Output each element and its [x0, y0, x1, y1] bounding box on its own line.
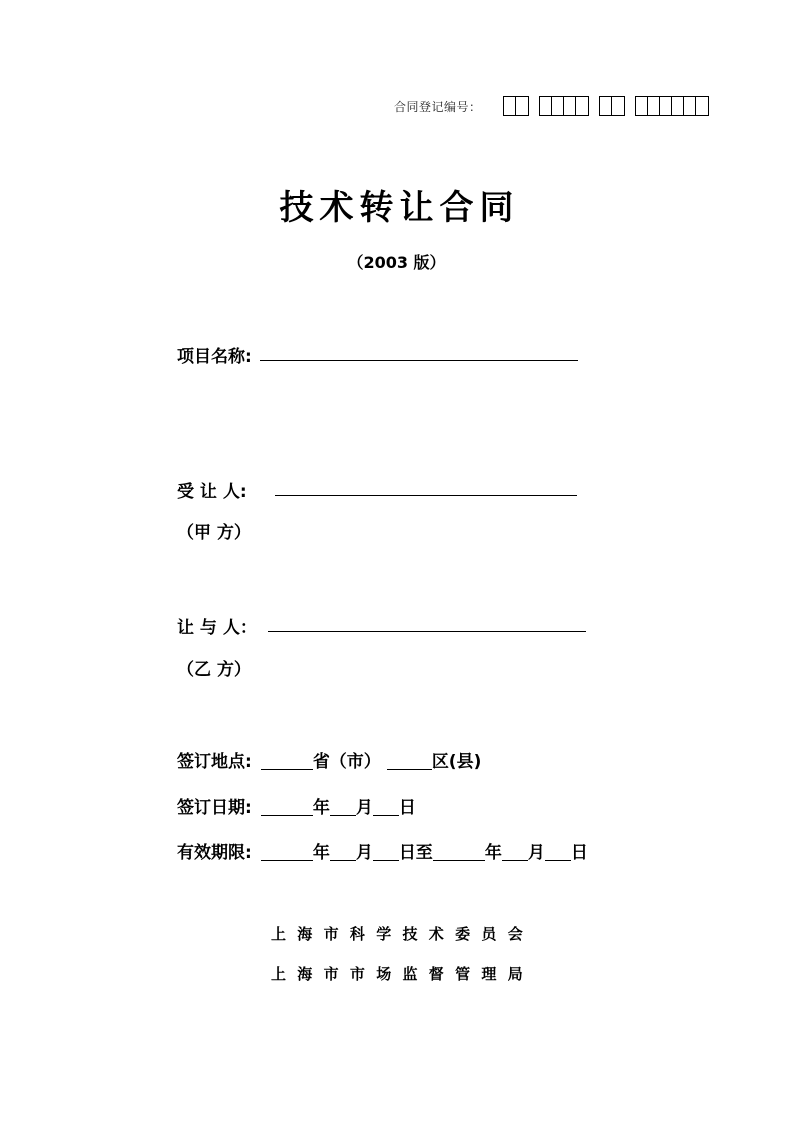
- transferee-field[interactable]: [275, 495, 577, 496]
- registration-box-cell[interactable]: [660, 97, 672, 115]
- issuer-science-commission: 上海市科学技术委员会: [271, 925, 535, 943]
- validity-to-day-suffix: 日: [570, 843, 588, 863]
- province-field[interactable]: [261, 751, 313, 770]
- signing-date-label: 签订日期:: [177, 798, 252, 818]
- registration-box-cell[interactable]: [504, 97, 516, 115]
- registration-box-cell[interactable]: [516, 97, 528, 115]
- registration-box-group-4[interactable]: [635, 96, 709, 116]
- project-name-label: 项目名称:: [177, 347, 252, 367]
- transferee-party-label: （甲 方）: [177, 523, 251, 543]
- signing-month-field[interactable]: [330, 797, 356, 816]
- validity-from-year-suffix: 年: [312, 843, 330, 863]
- province-suffix: 省（市）: [312, 752, 381, 772]
- signing-year-field[interactable]: [261, 797, 313, 816]
- registration-box-cell[interactable]: [600, 97, 612, 115]
- signing-day-suffix: 日: [398, 798, 416, 818]
- validity-to-day-field[interactable]: [545, 842, 571, 861]
- registration-box-cell[interactable]: [684, 97, 696, 115]
- transferor-field[interactable]: [268, 631, 586, 632]
- validity-from-month-suffix: 月: [355, 843, 373, 863]
- registration-box-group-2[interactable]: [539, 96, 589, 116]
- registration-box-cell[interactable]: [696, 97, 708, 115]
- validity-to-month-suffix: 月: [527, 843, 545, 863]
- document-version: （2003 版）: [347, 253, 446, 272]
- registration-number-label: 合同登记编号：: [394, 100, 482, 114]
- registration-box-cell[interactable]: [552, 97, 564, 115]
- district-field[interactable]: [387, 751, 432, 770]
- registration-box-cell[interactable]: [540, 97, 552, 115]
- registration-box-cell[interactable]: [564, 97, 576, 115]
- validity-period-row: [177, 838, 588, 863]
- registration-box-group-1[interactable]: [503, 96, 529, 116]
- signing-month-suffix: 月: [355, 798, 373, 818]
- validity-period-label: 有效期限:: [177, 843, 252, 863]
- validity-from-day-suffix: 日至: [398, 843, 433, 863]
- signing-place-label: 签订地点:: [177, 752, 252, 772]
- transferor-label: 让 与 人：: [177, 618, 257, 638]
- transferee-label: 受 让 人:: [177, 482, 247, 502]
- registration-box-cell[interactable]: [612, 97, 624, 115]
- project-name-field[interactable]: [260, 360, 578, 361]
- issuer-market-supervision: 上海市市场监督管理局: [271, 965, 535, 983]
- validity-from-month-field[interactable]: [330, 842, 356, 861]
- document-title: 技术转让合同: [279, 188, 520, 228]
- registration-box-cell[interactable]: [648, 97, 660, 115]
- validity-to-month-field[interactable]: [502, 842, 528, 861]
- signing-year-suffix: 年: [312, 798, 330, 818]
- validity-to-year-suffix: 年: [484, 843, 502, 863]
- registration-box-group-3[interactable]: [599, 96, 625, 116]
- signing-place-row: [177, 747, 481, 772]
- registration-box-cell[interactable]: [672, 97, 684, 115]
- registration-box-cell[interactable]: [636, 97, 648, 115]
- validity-from-day-field[interactable]: [373, 842, 399, 861]
- signing-day-field[interactable]: [373, 797, 399, 816]
- validity-from-year-field[interactable]: [261, 842, 313, 861]
- validity-to-year-field[interactable]: [433, 842, 485, 861]
- signing-date-row: [177, 793, 416, 818]
- registration-box-cell[interactable]: [576, 97, 588, 115]
- transferor-party-label: （乙 方）: [177, 660, 251, 680]
- district-suffix: 区(县): [431, 752, 482, 772]
